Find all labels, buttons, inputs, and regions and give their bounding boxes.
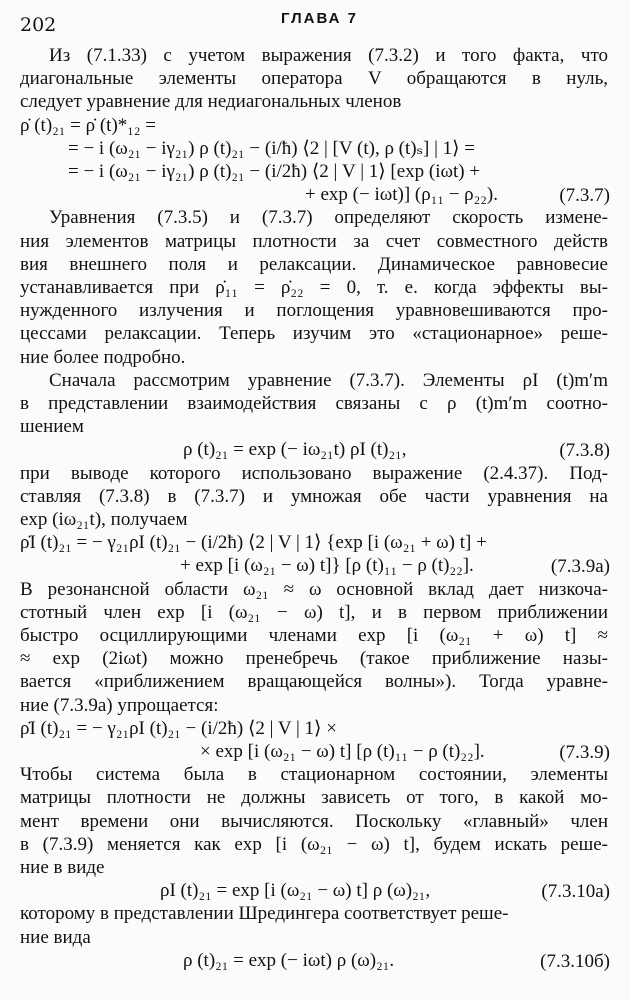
text-line: цессами релаксации. Теперь изучим это «стационарное» реше-	[20, 323, 608, 345]
text-line: диагональные элементы оператора V обращаются в нуль,	[20, 68, 608, 90]
text-line: ния элементов матрицы плотности за счет совместного действ	[20, 230, 608, 252]
equation-line: = − i (ω₂₁ − iγ₂₁) ρ (t)₂₁ − (i/ħ) ⟨2 | [V (t), ρ (t)ₛ] | 1⟩ =	[68, 137, 476, 159]
equation-line: = − i (ω₂₁ − iγ₂₁) ρ (t)₂₁ − (i/2ħ) ⟨2 | V | 1⟩ [exp (iωt) +	[68, 161, 481, 182]
text-line: нужденного излучения и поглощения уравновешиваются про-	[20, 300, 608, 322]
text-line: при выводе которого использовано выражение (2.4.37). Под-	[20, 462, 608, 484]
text-line: устанавливается при ρ̇₁₁ = ρ̇₂₂ = 0, т. е. когда эффекты вы-	[20, 277, 608, 298]
equation-line: ρ̇I (t)₂₁ = − γ₂₁ρI (t)₂₁ − (i/2ħ) ⟨2 | V | 1⟩ ×	[20, 717, 337, 739]
text-line: вия внешнего поля и релаксации. Динамическое равновесие	[20, 253, 608, 275]
equation-line: ρ (t)₂₁ = exp (− iωt) ρ (ω)₂₁.	[183, 949, 395, 971]
text-line: exp (iω₂₁t), получаем	[20, 509, 188, 530]
text-line: которому в представлении Шредингера соответствует реше-	[20, 903, 509, 925]
text-line: Сначала рассмотрим уравнение (7.3.7). Элементы ρI (t)m′m	[49, 369, 608, 391]
equation-line: ρ̇ (t)₂₁ = ρ̇ (t)*₁₂ =	[20, 114, 157, 136]
equation-number: (7.3.10a)	[541, 881, 610, 903]
text-line: следует уравнение для недиагональных членов	[20, 91, 402, 113]
text-line: Чтобы система была в стационарном состоянии, элементы	[20, 764, 608, 786]
equation-line: + exp (− iωt)] (ρ₁₁ − ρ₂₂).	[305, 184, 498, 206]
equation-line: × exp [i (ω₂₁ − ω) t] [ρ (t)₁₁ − ρ (t)₂₂].	[200, 741, 485, 762]
equation-number: (7.3.7)	[559, 185, 610, 207]
equation-line: ρ (t)₂₁ = exp (− iω₂₁t) ρI (t)₂₁,	[183, 439, 407, 461]
text-line: ние (7.3.9a) упрощается:	[20, 694, 219, 716]
equation-line: ρI (t)₂₁ = exp [i (ω₂₁ − ω) t] ρ (ω)₂₁,	[160, 880, 431, 902]
text-line: в представлении взаимодействия связаны с ρ (t)m′m соотно-	[20, 393, 608, 414]
text-line: ние в виде	[20, 857, 105, 878]
text-line: быстро осциллирующими членами exp [i (ω₂₁ + ω) t] ≈	[20, 625, 608, 646]
running-head: ГЛАВА 7	[281, 10, 358, 27]
equation-line: ρ̇I (t)₂₁ = − γ₂₁ρI (t)₂₁ − (i/2ħ) ⟨2 | V | 1⟩ {exp [i (ω₂₁ + ω) t] +	[20, 532, 487, 554]
text-line: ставляя (7.3.8) в (7.3.7) и умножая обе части уравнения на	[20, 485, 608, 507]
text-line: стотный член exp [i (ω₂₁ − ω) t], и в первом приближении	[20, 601, 608, 623]
text-line: матрицы плотности не должны зависеть от того, в какой мо-	[20, 787, 608, 809]
equation-number: (7.3.9a)	[550, 556, 610, 578]
text-line: Из (7.1.33) с учетом выражения (7.3.2) и того факта, что	[49, 45, 608, 66]
text-line: ние более подробно.	[20, 346, 186, 368]
equation-line: + exp [i (ω₂₁ − ω) t]} [ρ (t)₁₁ − ρ (t)₂₂].	[180, 555, 474, 577]
text-line: ние вида	[20, 926, 91, 948]
page-number: 202	[20, 14, 57, 36]
text-line: Уравнения (7.3.5) и (7.3.7) определяют скорость измене-	[49, 207, 608, 229]
text-line: в (7.3.9) меняется как exp [i (ω₂₁ − ω) t], будем искать реше-	[20, 833, 608, 855]
text-line: В резонансной области ω₂₁ ≈ ω основной вклад дает низкоча-	[20, 578, 608, 600]
equation-number: (7.3.10б)	[540, 950, 610, 972]
text-line: мент времени они вычисляются. Поскольку «главный» член	[20, 810, 608, 832]
equation-number: (7.3.9)	[559, 742, 610, 763]
equation-number: (7.3.8)	[559, 440, 610, 462]
text-line: вается «приближением вращающейся волны»). Тогда уравне-	[20, 671, 608, 693]
text-line: ≈ exp (2iωt) можно пренебречь (такое приближение назы-	[20, 648, 608, 670]
text-line: шением	[20, 416, 84, 438]
